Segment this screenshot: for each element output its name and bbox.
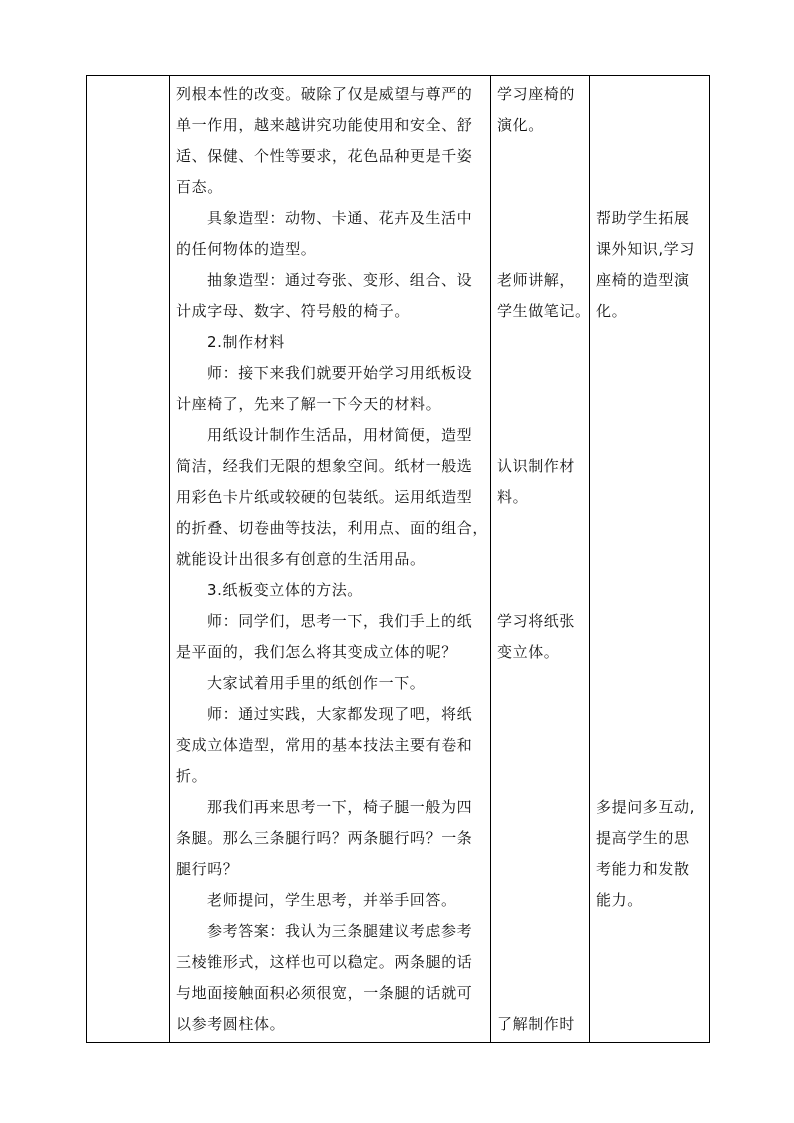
content-line: 参考答案：我认为三条腿建议考虑参考: [207, 922, 473, 940]
content-line: 老师提问，学生思考，并举手回答。: [207, 891, 457, 909]
activity-line: 老师讲解，: [497, 271, 576, 289]
lesson-plan-table: [86, 75, 710, 1043]
activity-line: 了解制作时: [497, 1015, 576, 1033]
content-line: 具象造型：动物、卡通、花卉及生活中: [207, 209, 473, 227]
activity-line: 学生做笔记。: [497, 302, 591, 320]
content-line: 的任何物体的造型。: [176, 240, 317, 258]
content-line: 计成字母、数字、符号般的椅子。: [176, 302, 411, 320]
content-line: 的折叠、切卷曲等技法，利用点、面的组合，: [176, 519, 489, 537]
teaching-content-cell: [170, 76, 491, 1043]
activity-line: 料。: [497, 488, 529, 506]
content-line: 师：同学们，思考一下，我们手上的纸: [207, 612, 473, 630]
intent-line: 多提问多互动,: [596, 798, 695, 816]
content-line: 大家试着用手里的纸创作一下。: [207, 674, 426, 692]
content-line: 百态。: [176, 178, 223, 196]
intent-line: 能力。: [596, 891, 643, 909]
content-line: 条腿。那么三条腿行吗？两条腿行吗？一条: [176, 829, 473, 847]
content-line: 单一作用，越来越讲究功能使用和安全、舒: [176, 116, 473, 134]
content-line: 用纸设计制作生活品，用材简便，造型: [207, 426, 473, 444]
content-line: 那我们再来思考一下，椅子腿一般为四: [207, 798, 473, 816]
content-line: 与地面接触面积必须很宽，一条腿的话就可: [176, 984, 473, 1002]
content-line: 腿行吗？: [176, 860, 239, 878]
activity-line: 演化。: [497, 116, 544, 134]
intent-line: 座椅的造型演: [596, 271, 690, 289]
intent-line: 课外知识,学习: [596, 240, 695, 258]
activity-line: 变立体。: [497, 643, 560, 661]
content-line: 就能设计出很多有创意的生活用品。: [176, 550, 426, 568]
intent-line: 帮助学生拓展: [596, 209, 690, 227]
content-line: 三棱锥形式，这样也可以稳定。两条腿的话: [176, 953, 473, 971]
activity-line: 认识制作材: [497, 457, 576, 475]
content-line: 师：通过实践，大家都发现了吧，将纸: [207, 705, 473, 723]
design-intent-cell: [590, 76, 710, 1043]
content-line: 师：接下来我们就要开始学习用纸板设: [207, 364, 473, 382]
content-line: 变成立体造型，常用的基本技法主要有卷和: [176, 736, 473, 754]
content-line: 以参考圆柱体。: [176, 1015, 286, 1033]
content-line: 列根本性的改变。破除了仅是威望与尊严的: [176, 85, 473, 103]
content-line: 折。: [176, 767, 208, 785]
content-line: 用彩色卡片纸或较硬的包装纸。运用纸造型: [176, 488, 473, 506]
activity-line: 学习座椅的: [497, 85, 576, 103]
content-line: 计座椅了，先来了解一下今天的材料。: [176, 395, 442, 413]
intent-line: 提高学生的思: [596, 829, 690, 847]
student-activity-cell: [491, 76, 590, 1043]
content-line: 适、保健、个性等要求，花色品种更是千姿: [176, 147, 473, 165]
content-line: 简洁，经我们无限的想象空间。纸材一般选: [176, 457, 473, 475]
intent-line: 化。: [596, 302, 628, 320]
stage-column-cell: [87, 76, 170, 1043]
content-line: 是平面的，我们怎么将其变成立体的呢？: [176, 643, 457, 661]
table-row: [87, 76, 710, 1043]
section-heading: 2.制作材料: [207, 333, 285, 351]
intent-line: 考能力和发散: [596, 860, 690, 878]
content-line: 抽象造型：通过夸张、变形、组合、设: [207, 271, 473, 289]
activity-line: 学习将纸张: [497, 612, 576, 630]
section-heading: 3.纸板变立体的方法。: [207, 581, 363, 599]
